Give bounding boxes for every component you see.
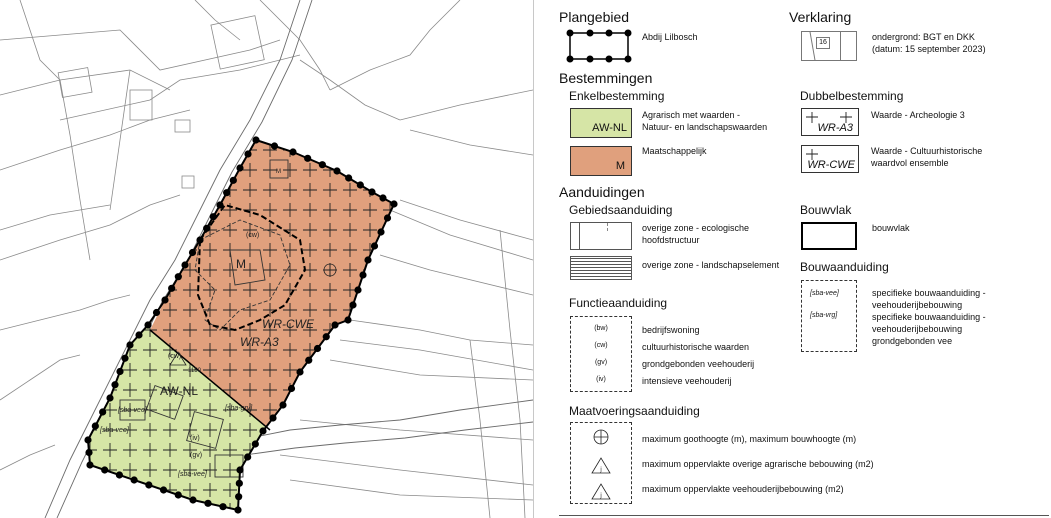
border-dot: [236, 466, 243, 473]
border-dot: [354, 286, 361, 293]
map-label-sba-vee-2: [sba-vee]: [100, 427, 129, 434]
legend-bottom-line: [559, 515, 1049, 516]
wr-cwe-label-1: Waarde - Cultuurhistorische: [871, 146, 983, 156]
border-dot: [116, 471, 123, 478]
border-dot: [390, 200, 397, 207]
border-dot: [135, 331, 142, 338]
map-label-sba-vee-3: [sba-vee]: [178, 471, 207, 478]
bestemmingen-heading: Bestemmingen: [559, 70, 653, 86]
bouwaanduiding-heading: Bouwaanduiding: [800, 260, 889, 274]
border-dot: [364, 256, 371, 263]
border-dot: [279, 401, 286, 408]
border-dot: [331, 321, 338, 328]
verklaring-symbol: [801, 31, 857, 61]
functie-code-iv: (iv): [596, 376, 606, 383]
border-dot: [345, 174, 352, 181]
functie-label-cw: cultuurhistorische waarden: [642, 342, 750, 352]
border-dot: [101, 466, 108, 473]
border-dot: [319, 161, 326, 168]
border-dot: [230, 177, 237, 184]
border-dot: [234, 506, 241, 513]
map-label-m: M: [236, 257, 246, 271]
border-dot: [377, 228, 384, 235]
map-label-wr-cwe: WR-CWE: [262, 317, 314, 331]
border-dot: [349, 301, 356, 308]
sba-vrg-code: [sba-vrg]: [810, 312, 838, 319]
border-dot: [333, 167, 340, 174]
maatvoering-label-2: maximum oppervlakte overige agrarische bebouwing (m2): [642, 459, 874, 469]
svg-text:j: j: [600, 467, 602, 473]
border-dot: [175, 273, 182, 280]
border-dot: [106, 394, 113, 401]
wr-cwe-swatch: [801, 145, 859, 173]
border-dot: [181, 261, 188, 268]
functie-code-cw: (cw): [594, 342, 608, 349]
border-dot: [210, 213, 217, 220]
svg-text:j: j: [600, 493, 602, 499]
border-dot: [111, 381, 118, 388]
border-dot: [204, 500, 211, 507]
bouwvlak-heading: Bouwvlak: [800, 203, 852, 217]
m-swatch: [570, 146, 632, 176]
border-dot: [92, 422, 99, 429]
legend-panel: [533, 0, 1051, 518]
enkelbestemming-heading: Enkelbestemming: [569, 89, 665, 103]
border-dot: [196, 236, 203, 243]
border-dot: [384, 214, 391, 221]
border-dot: [84, 436, 91, 443]
sba-vee-label-1: specifieke bouwaanduiding -: [872, 288, 986, 298]
aw-nl-code: AW-NL: [592, 122, 627, 134]
border-dot: [160, 486, 167, 493]
bouwaanduiding-swatch: [801, 280, 857, 352]
border-dot: [368, 188, 375, 195]
functie-swatch: [570, 316, 632, 392]
landschapselement-swatch: [570, 256, 632, 280]
maatvoering-heading: Maatvoeringsaanduiding: [569, 404, 700, 418]
border-dot: [244, 150, 251, 157]
border-dot: [296, 368, 303, 375]
aw-nl-label-2: Natuur- en landschapswaarden: [642, 122, 768, 132]
map-label-area: 1150: [188, 368, 201, 374]
border-dot: [235, 493, 242, 500]
border-dot: [203, 225, 210, 232]
border-dot: [99, 408, 106, 415]
functie-label-gv: grondgebonden veehouderij: [642, 359, 755, 369]
sba-vee-label-2: veehouderijbebouwing: [872, 300, 963, 310]
border-dot: [189, 496, 196, 503]
border-dot: [168, 285, 175, 292]
map-label-cw2: (cw): [168, 353, 182, 360]
map-label-cw1: (cw): [246, 232, 260, 239]
ehs-label-1: overige zone - ecologische: [642, 223, 750, 233]
border-dot: [252, 136, 259, 143]
border-dot: [289, 148, 296, 155]
functieaanduiding-heading: Functieaanduiding: [569, 296, 668, 310]
map-label-iv: (iv): [190, 435, 200, 442]
functie-label-iv: intensieve veehouderij: [642, 376, 732, 386]
maatvoering-label-1: maximum goothoogte (m), maximum bouwhoogte (m): [642, 434, 857, 444]
border-dot: [269, 414, 276, 421]
plangebied-name: Abdij Lilbosch: [642, 32, 698, 42]
wr-a3-code: WR-A3: [817, 122, 853, 134]
border-dot: [236, 480, 243, 487]
border-dot: [219, 503, 226, 510]
maatvoering-label-3: maximum oppervlakte veehouderijbebouwing (m2): [642, 484, 844, 494]
plangebied-heading: Plangebied: [559, 9, 630, 25]
map-label-sba-vee-1: [sba-vee]: [118, 407, 147, 414]
border-dot: [379, 194, 386, 201]
border-dot: [305, 357, 312, 364]
aw-nl-label-1: Agrarisch met waarden -: [642, 110, 741, 120]
border-dot: [359, 271, 366, 278]
border-dot: [116, 368, 123, 375]
functie-code-bw: (bw): [594, 325, 608, 332]
border-dot: [86, 461, 93, 468]
parcel-number: 16: [816, 37, 830, 49]
verklaring-text-2: (datum: 15 september 2023): [872, 44, 986, 54]
sba-vrg-label-2: veehouderijbebouwing: [872, 324, 963, 334]
border-dot: [236, 164, 243, 171]
border-dot: [244, 453, 251, 460]
border-dot: [189, 249, 196, 256]
border-dot: [223, 189, 230, 196]
border-dot: [175, 491, 182, 498]
wr-a3-label: Waarde - Archeologie 3: [871, 110, 965, 120]
map-label-gv: (gv): [190, 452, 203, 459]
map-label-m-small: M: [276, 169, 281, 175]
gebiedsaanduiding-heading: Gebiedsaanduiding: [569, 203, 673, 217]
aanduidingen-heading: Aanduidingen: [559, 184, 645, 200]
border-dot: [344, 316, 351, 323]
bouwvlak-swatch: [801, 222, 857, 250]
map-label-wr-a3: WR-A3: [240, 335, 279, 349]
functie-label-bw: bedrijfswoning: [642, 325, 700, 335]
border-dot: [323, 333, 330, 340]
border-dot: [252, 440, 259, 447]
sba-vee-code: [sba-vee]: [810, 290, 839, 297]
border-dot: [288, 385, 295, 392]
wr-cwe-code: WR-CWE: [807, 159, 855, 171]
plangebied-symbol: [564, 27, 636, 65]
border-dot: [121, 355, 128, 362]
border-dot: [371, 242, 378, 249]
verklaring-heading: Verklaring: [789, 9, 852, 25]
border-dot: [314, 345, 321, 352]
border-dot: [304, 155, 311, 162]
border-dot: [271, 142, 278, 149]
border-dot: [126, 341, 133, 348]
wr-cwe-label-2: waardvol ensemble: [871, 158, 949, 168]
ehs-label-2: hoofdstructuur: [642, 235, 700, 245]
legend-separator: [533, 0, 534, 518]
dubbelbestemming-heading: Dubbelbestemming: [800, 89, 904, 103]
maatvoering-swatch: [570, 422, 632, 504]
sba-vrg-label-3: grondgebonden vee: [872, 336, 953, 346]
m-code: M: [615, 160, 625, 172]
border-dot: [153, 309, 160, 316]
border-dot: [145, 481, 152, 488]
border-dot: [161, 296, 168, 303]
border-dot: [259, 427, 266, 434]
border-dot: [85, 449, 92, 456]
map-label-sba-grv: [sba-grv]: [225, 405, 253, 412]
m-label: Maatschappelijk: [642, 146, 707, 156]
border-dot: [144, 321, 151, 328]
sba-vrg-label-1: specifieke bouwaanduiding -: [872, 312, 986, 322]
border-dot: [357, 181, 364, 188]
border-dot: [131, 476, 138, 483]
border-dot: [216, 201, 223, 208]
verklaring-text-1: ondergrond: BGT en DKK: [872, 32, 975, 42]
landschapselement-label: overige zone - landschapselement: [642, 260, 780, 270]
functie-code-gv: (gv): [594, 359, 608, 366]
aw-nl-swatch: [570, 108, 632, 138]
ehs-swatch: [570, 222, 632, 250]
bouwvlak-label: bouwvlak: [872, 223, 910, 233]
map-label-aw-nl: AW-NL: [160, 384, 199, 398]
wr-a3-swatch: [801, 108, 859, 136]
